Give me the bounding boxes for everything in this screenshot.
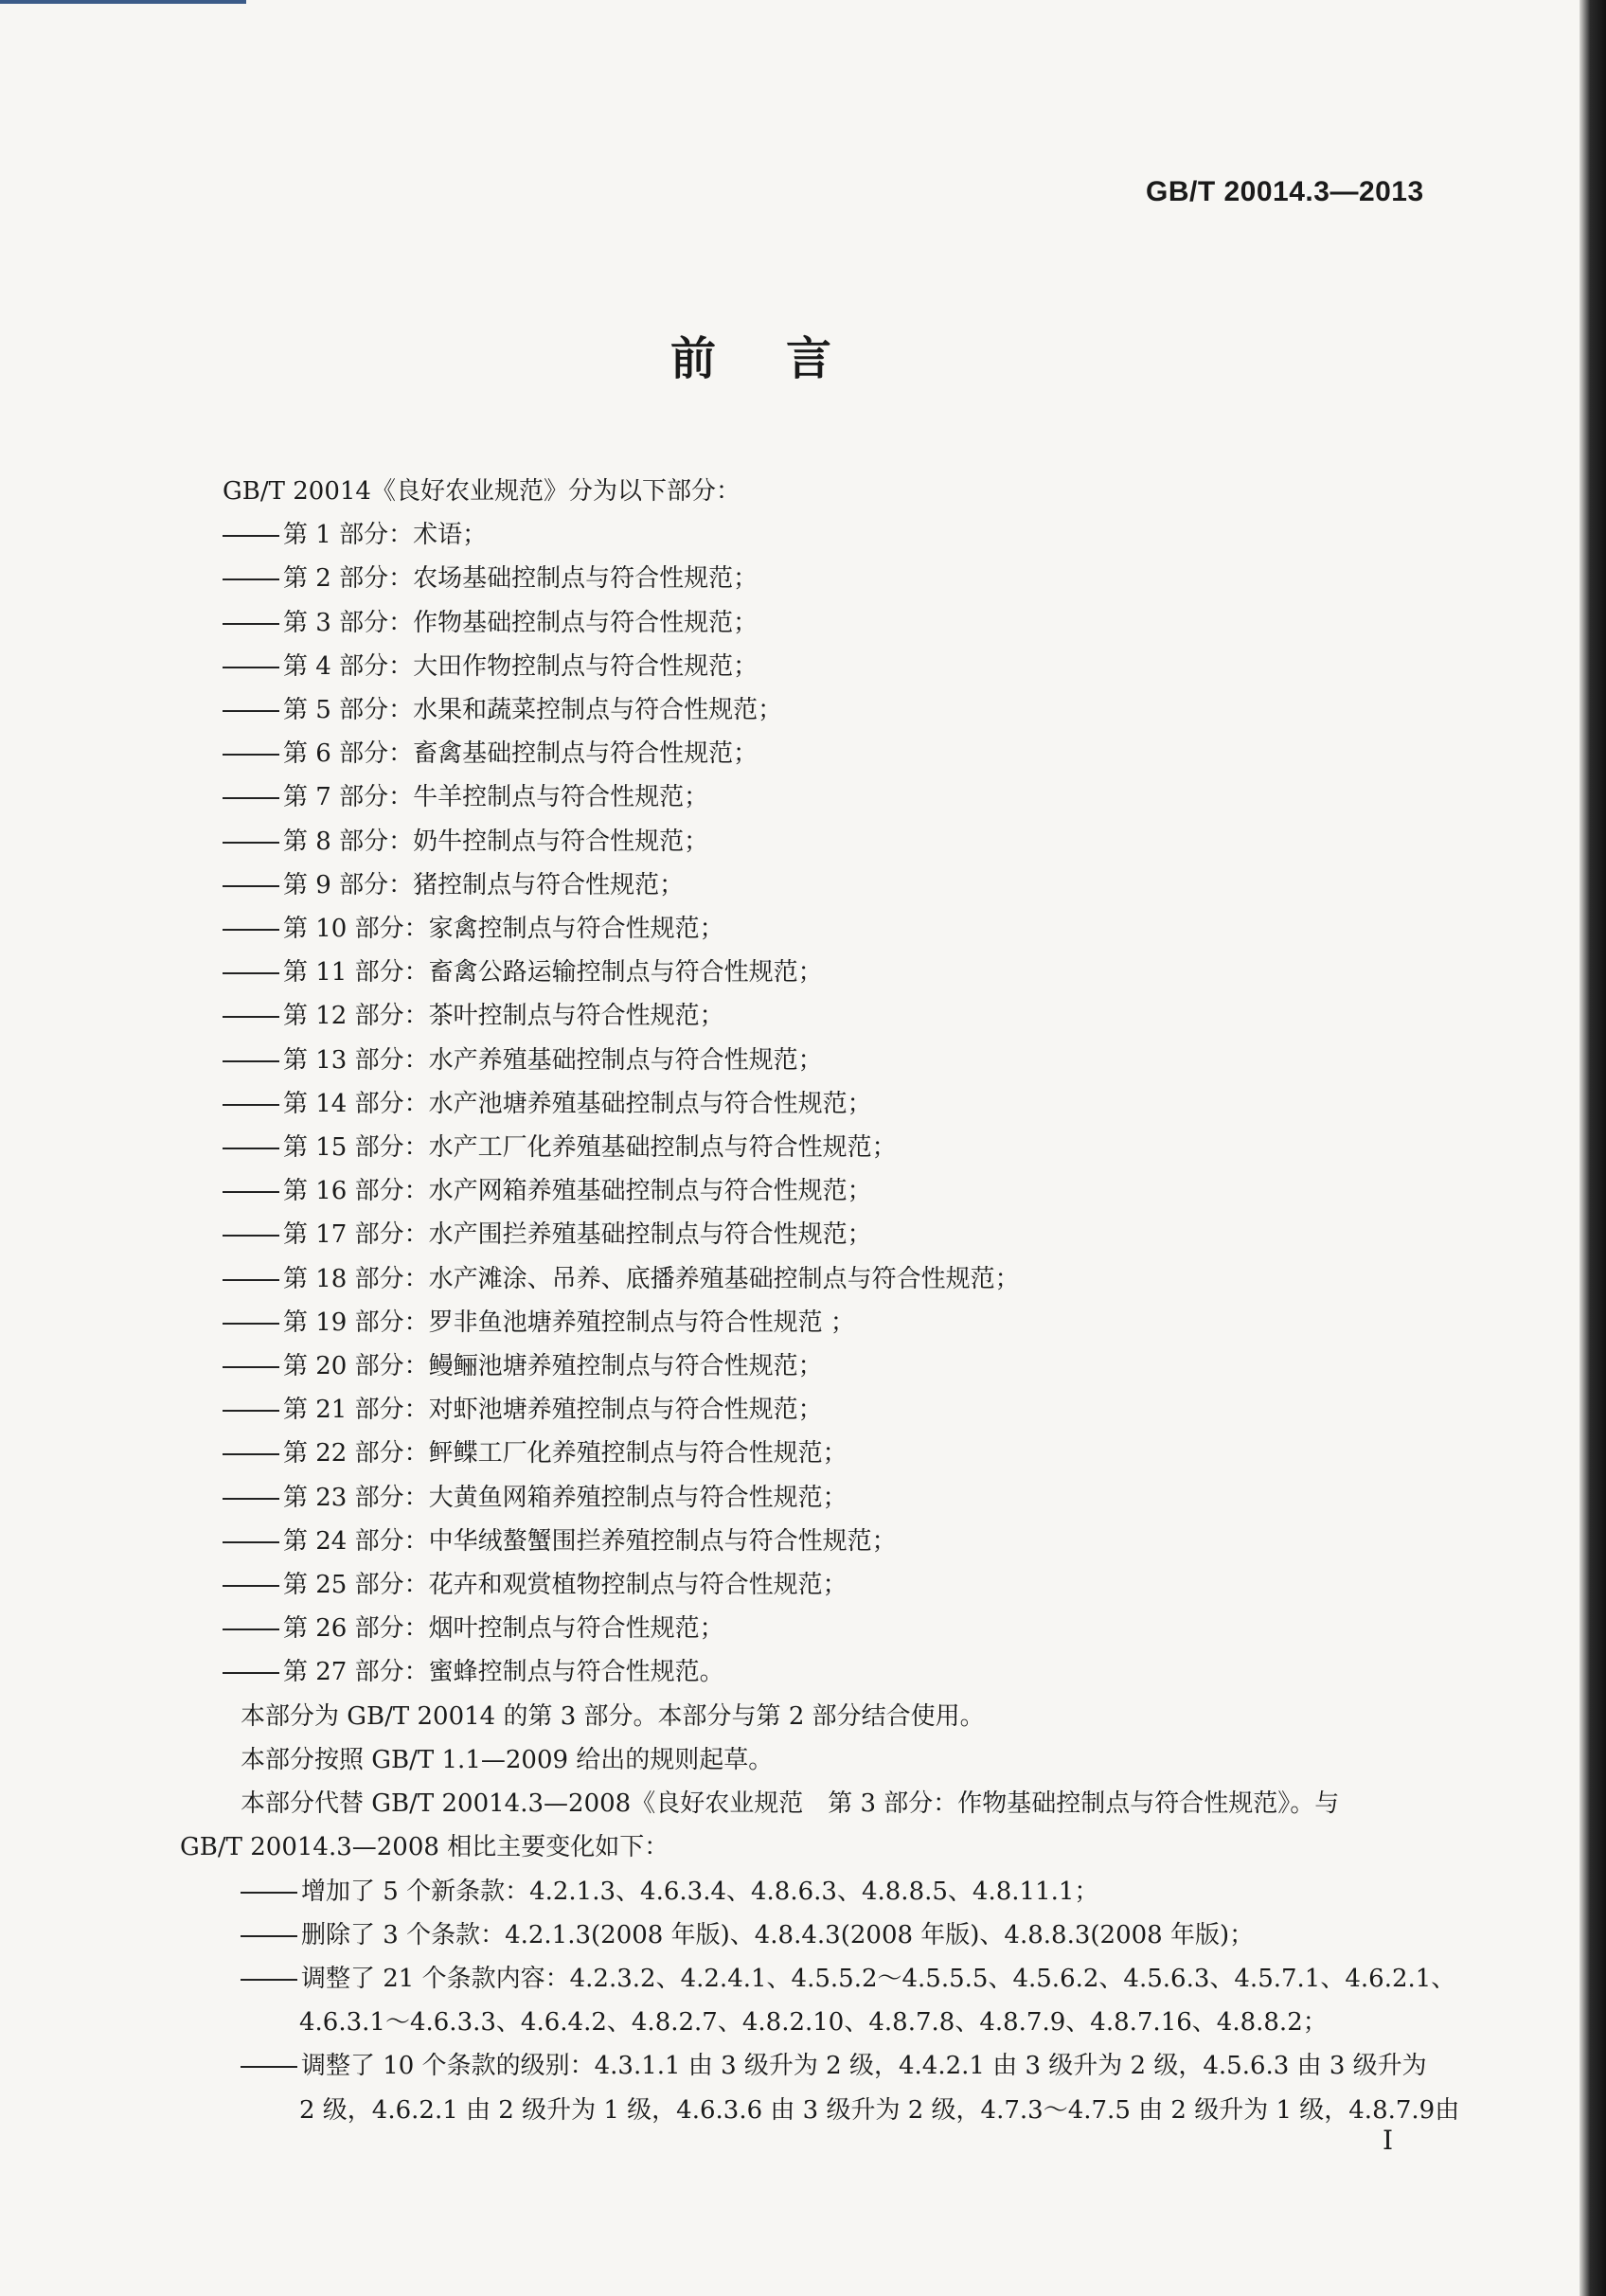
dash-mark: [223, 1016, 279, 1018]
part-item: 第 7 部分：牛羊控制点与符合性规范；: [180, 775, 1449, 819]
intro-line: GB/T 20014《良好农业规范》分为以下部分：: [223, 477, 741, 506]
dash-mark: [223, 1235, 279, 1237]
dash-mark: [223, 1498, 279, 1500]
part-item: 第 13 部分：水产养殖基础控制点与符合性规范；: [180, 1039, 1449, 1082]
part-item: 第 16 部分：水产网箱养殖基础控制点与符合性规范；: [180, 1169, 1449, 1213]
part-item: 第 11 部分：畜禽公路运输控制点与符合性规范；: [180, 951, 1449, 994]
dash-mark: [223, 1672, 279, 1674]
dash-mark: [223, 1060, 279, 1062]
dash-mark: [223, 578, 279, 580]
change-added: 增加了 5 个新条款：4.2.1.3、4.6.3.4、4.8.6.3、4.8.8.5、4.8.11.1；: [180, 1870, 1449, 1913]
dash-mark: [223, 710, 279, 712]
part-item: 第 20 部分：鳗鲡池塘养殖控制点与符合性规范；: [180, 1344, 1449, 1388]
dash-mark: [223, 1453, 279, 1455]
dash-mark: [223, 972, 279, 974]
part-item: 第 15 部分：水产工厂化养殖基础控制点与符合性规范；: [180, 1126, 1449, 1169]
dash-mark: [223, 1629, 279, 1630]
part-item: 第 23 部分：大黄鱼网箱养殖控制点与符合性规范；: [180, 1476, 1449, 1520]
part-item: 第 2 部分：农场基础控制点与符合性规范；: [180, 557, 1449, 600]
part-item: 第 1 部分：术语；: [180, 513, 1449, 557]
scan-edge-top: [0, 0, 246, 4]
part-item: 第 19 部分：罗非鱼池塘养殖控制点与符合性规范 ；: [180, 1301, 1449, 1344]
part-item: 第 5 部分：水果和蔬菜控制点与符合性规范；: [180, 688, 1449, 732]
dash-mark: [223, 885, 279, 887]
foreword-body: [180, 470, 1460, 2132]
dash-mark: [223, 1323, 279, 1325]
dash-mark: [223, 1410, 279, 1412]
dash-mark: [223, 929, 279, 931]
dash-mark: [223, 623, 279, 625]
dash-mark: [223, 797, 279, 799]
dash-mark: [223, 1148, 279, 1149]
document-number: GB/T 20014.3—2013: [1146, 176, 1424, 207]
part-item: 第 17 部分：水产围拦养殖基础控制点与符合性规范；: [180, 1213, 1449, 1256]
change-adjusted-content-cont: 4.6.3.1～4.6.3.3、4.6.4.2、4.8.2.7、4.8.2.10、4.8.7.8、4.8.7.9、4.8.7.16、4.8.8.2；: [299, 2008, 1328, 2038]
scan-edge-right: [1579, 0, 1606, 2296]
part-item: 第 25 部分：花卉和观赏植物控制点与符合性规范；: [180, 1563, 1449, 1607]
dash-mark: [241, 1979, 297, 1981]
dash-mark: [223, 754, 279, 756]
part-item: 第 10 部分：家禽控制点与符合性规范；: [180, 907, 1449, 951]
change-adjusted-level: 调整了 10 个条款的级别：4.3.1.1 由 3 级升为 2 级，4.4.2.1 由 3 级升为 2 级，4.5.6.3 由 3 级升为: [180, 2044, 1449, 2088]
part-item: 第 27 部分：蜜蜂控制点与符合性规范。: [180, 1650, 1449, 1694]
part-item: 第 8 部分：奶牛控制点与符合性规范；: [180, 820, 1449, 863]
page-title: 前言: [669, 332, 901, 385]
part-item: 第 4 部分：大田作物控制点与符合性规范；: [180, 645, 1449, 688]
paragraph-replaces: 本部分代替 GB/T 20014.3—2008《良好农业规范 第 3 部分：作物基础控制点与符合性规范》。与: [241, 1789, 1340, 1819]
part-item: 第 3 部分：作物基础控制点与符合性规范；: [180, 601, 1449, 645]
dash-mark: [241, 2066, 297, 2068]
dash-mark: [223, 1541, 279, 1543]
part-item: 第 18 部分：水产滩涂、吊养、底播养殖基础控制点与符合性规范；: [180, 1257, 1449, 1301]
dash-mark: [223, 1191, 279, 1193]
part-item: 第 9 部分：猪控制点与符合性规范；: [180, 863, 1449, 907]
part-item: 第 6 部分：畜禽基础控制点与符合性规范；: [180, 732, 1449, 775]
change-adjusted-level-cont: 2 级，4.6.2.1 由 2 级升为 1 级，4.6.3.6 由 3 级升为 2 级，4.7.3～4.7.5 由 2 级升为 1 级，4.8.7.9由: [299, 2095, 1460, 2125]
dash-mark: [223, 667, 279, 668]
part-item: 第 22 部分：鲆鲽工厂化养殖控制点与符合性规范；: [180, 1432, 1449, 1475]
dash-mark: [223, 842, 279, 844]
paragraph-relation: 本部分为 GB/T 20014 的第 3 部分。本部分与第 2 部分结合使用。: [241, 1701, 985, 1731]
dash-mark: [223, 1279, 279, 1281]
dash-mark: [241, 1892, 297, 1894]
part-item: 第 12 部分：茶叶控制点与符合性规范；: [180, 994, 1449, 1038]
change-deleted: 删除了 3 个条款：4.2.1.3(2008 年版)、4.8.4.3(2008 年版)、4.8.8.3(2008 年版)；: [180, 1913, 1449, 1957]
part-item: 第 24 部分：中华绒螯蟹围拦养殖控制点与符合性规范；: [180, 1520, 1449, 1563]
part-item: 第 21 部分：对虾池塘养殖控制点与符合性规范；: [180, 1388, 1449, 1432]
change-adjusted-content: 调整了 21 个条款内容：4.2.3.2、4.2.4.1、4.5.5.2～4.5.5.5、4.5.6.2、4.5.6.3、4.5.7.1、4.6.2.1、: [180, 1957, 1449, 2001]
part-item: 第 26 部分：烟叶控制点与符合性规范；: [180, 1607, 1449, 1650]
paragraph-replaces-cont: GB/T 20014.3—2008 相比主要变化如下：: [180, 1833, 669, 1862]
paragraph-drafting: 本部分按照 GB/T 1.1—2009 给出的规则起草。: [241, 1745, 774, 1774]
dash-mark: [241, 1935, 297, 1937]
dash-mark: [223, 535, 279, 537]
dash-mark: [223, 1366, 279, 1368]
part-item: 第 14 部分：水产池塘养殖基础控制点与符合性规范；: [180, 1082, 1449, 1126]
dash-mark: [223, 1585, 279, 1587]
page-number: I: [1383, 2125, 1394, 2156]
dash-mark: [223, 1104, 279, 1106]
